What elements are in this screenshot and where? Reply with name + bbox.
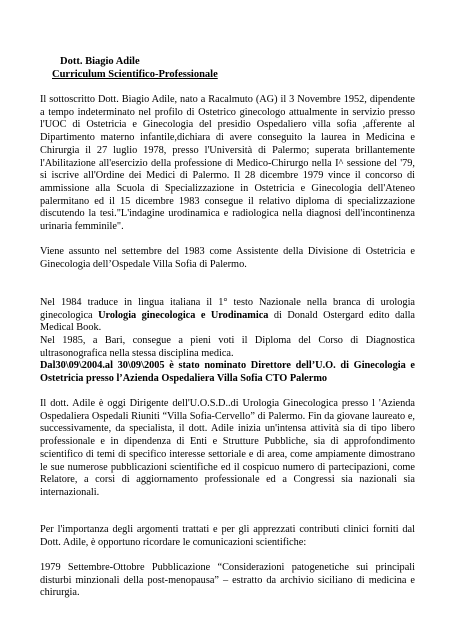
paragraph-translation <box>40 297 415 335</box>
paragraph-publication-1979: 1979 Settembre-Ottobre Pubblicazione “Considerazioni patogenetiche sui principali disturbi minzionali della post-menopausa” – estratto da archivio siciliano di medicina e chirurgia. <box>40 562 415 599</box>
paragraph-publications-intro: Per l'importanza degli argomenti trattati e per gli apprezzati contributi clinici forniti dal Dott. Adile, è opportuno ricordare le comunicazioni scientifiche: <box>40 524 415 548</box>
author-name: Dott. Biagio Adile <box>60 56 140 67</box>
paragraph-current-role: Il dott. Adile è oggi Dirigente dell'U.O.S.D..di Urologia Ginecologica presso l 'Azienda Ospedaliera Ospedali Riuniti “Villa Sofia-Cervello” di Palermo. Fin da giovane laureato e, successivamente, da specialista, il dott. Adile inizia un'intensa attività sia di tipo libero professionale e in dipendenza di Enti e Strutture Pubbliche, sia di approfondimento scientifico di temi di specifico interesse settoriale e di area, come ampiamente dimostrano le sue numerose pubblicazioni scientifiche ed il cospicuo numero di partecipazioni, come Relatore, a corsi di aggiornamento professionale ed a Congressi sia nazionali sia internazionali. <box>40 398 415 498</box>
document-title: Curriculum Scientifico-Professionale <box>52 69 218 80</box>
paragraph-translation-text-b: di Donald Ostergard edito dalla Medical Book. <box>40 309 415 334</box>
paragraph-director: Dal30\09\2004.al 30\09\2005 è stato nominato Direttore dell’U.O. di Ginecologia e Ostetricia presso l’Azienda Ospedaliera Villa Sofia CTO Palermo <box>40 360 415 384</box>
paragraph-specialization-text: Il 28 dicembre 1979 vince il concorso di ammissione alla Scuola di Specializzazione in Ostetricia e Ginecologia dell'Ateneo palermitano ed il 15 dicembre 1983 consegue il relativo diploma di specializzazione discutendo la tesi."L'indagine urodinamica e radiologica nella diagnosi dell'incontinenza urinaria femminile". <box>40 170 415 233</box>
paragraph-hiring: Viene assunto nel settembre del 1983 come Assistente della Divisione di Ostetricia e Ginecologia dell’Ospedale Villa Sofia di Palermo. <box>40 246 415 270</box>
book-title: Urologia ginecologica e Urodinamica <box>98 309 269 321</box>
paragraph-translation-text-a: Nel 1984 traduce in lingua italiana il 1° testo Nazionale nella branca di urologia ginecologica <box>40 297 415 321</box>
paragraph-intro <box>40 94 415 234</box>
paragraph-intro-text: Il sottoscritto Dott. Biagio Adile, nato a Racalmuto (AG) il 3 Novembre 1952, dipendente a tempo indeterminato nel profilo di Ostetrico ginecologo attualmente in servizio presso l'UOC di Ostetricia e Ginecologia del presidio Ospedaliero villa sofia ,afferente al Dipartimento materno infantile,dichiara di avere conseguito la laurea in Medicina e Chirurgia il 27 luglio 1978, presso l'Università di Palermo; superata brillantemente l'Abilitazione all'esercizio della professione di Medico-Chirurgo nella I^ sessione del '79, si iscrive all'Ordine dei Medici di Palermo. <box>40 94 415 182</box>
paragraph-diploma: Nel 1985, a Bari, consegue a pieni voti il Diploma del Corso di Diagnostica ultrasonografica nella stessa disciplina medica. <box>40 335 415 359</box>
